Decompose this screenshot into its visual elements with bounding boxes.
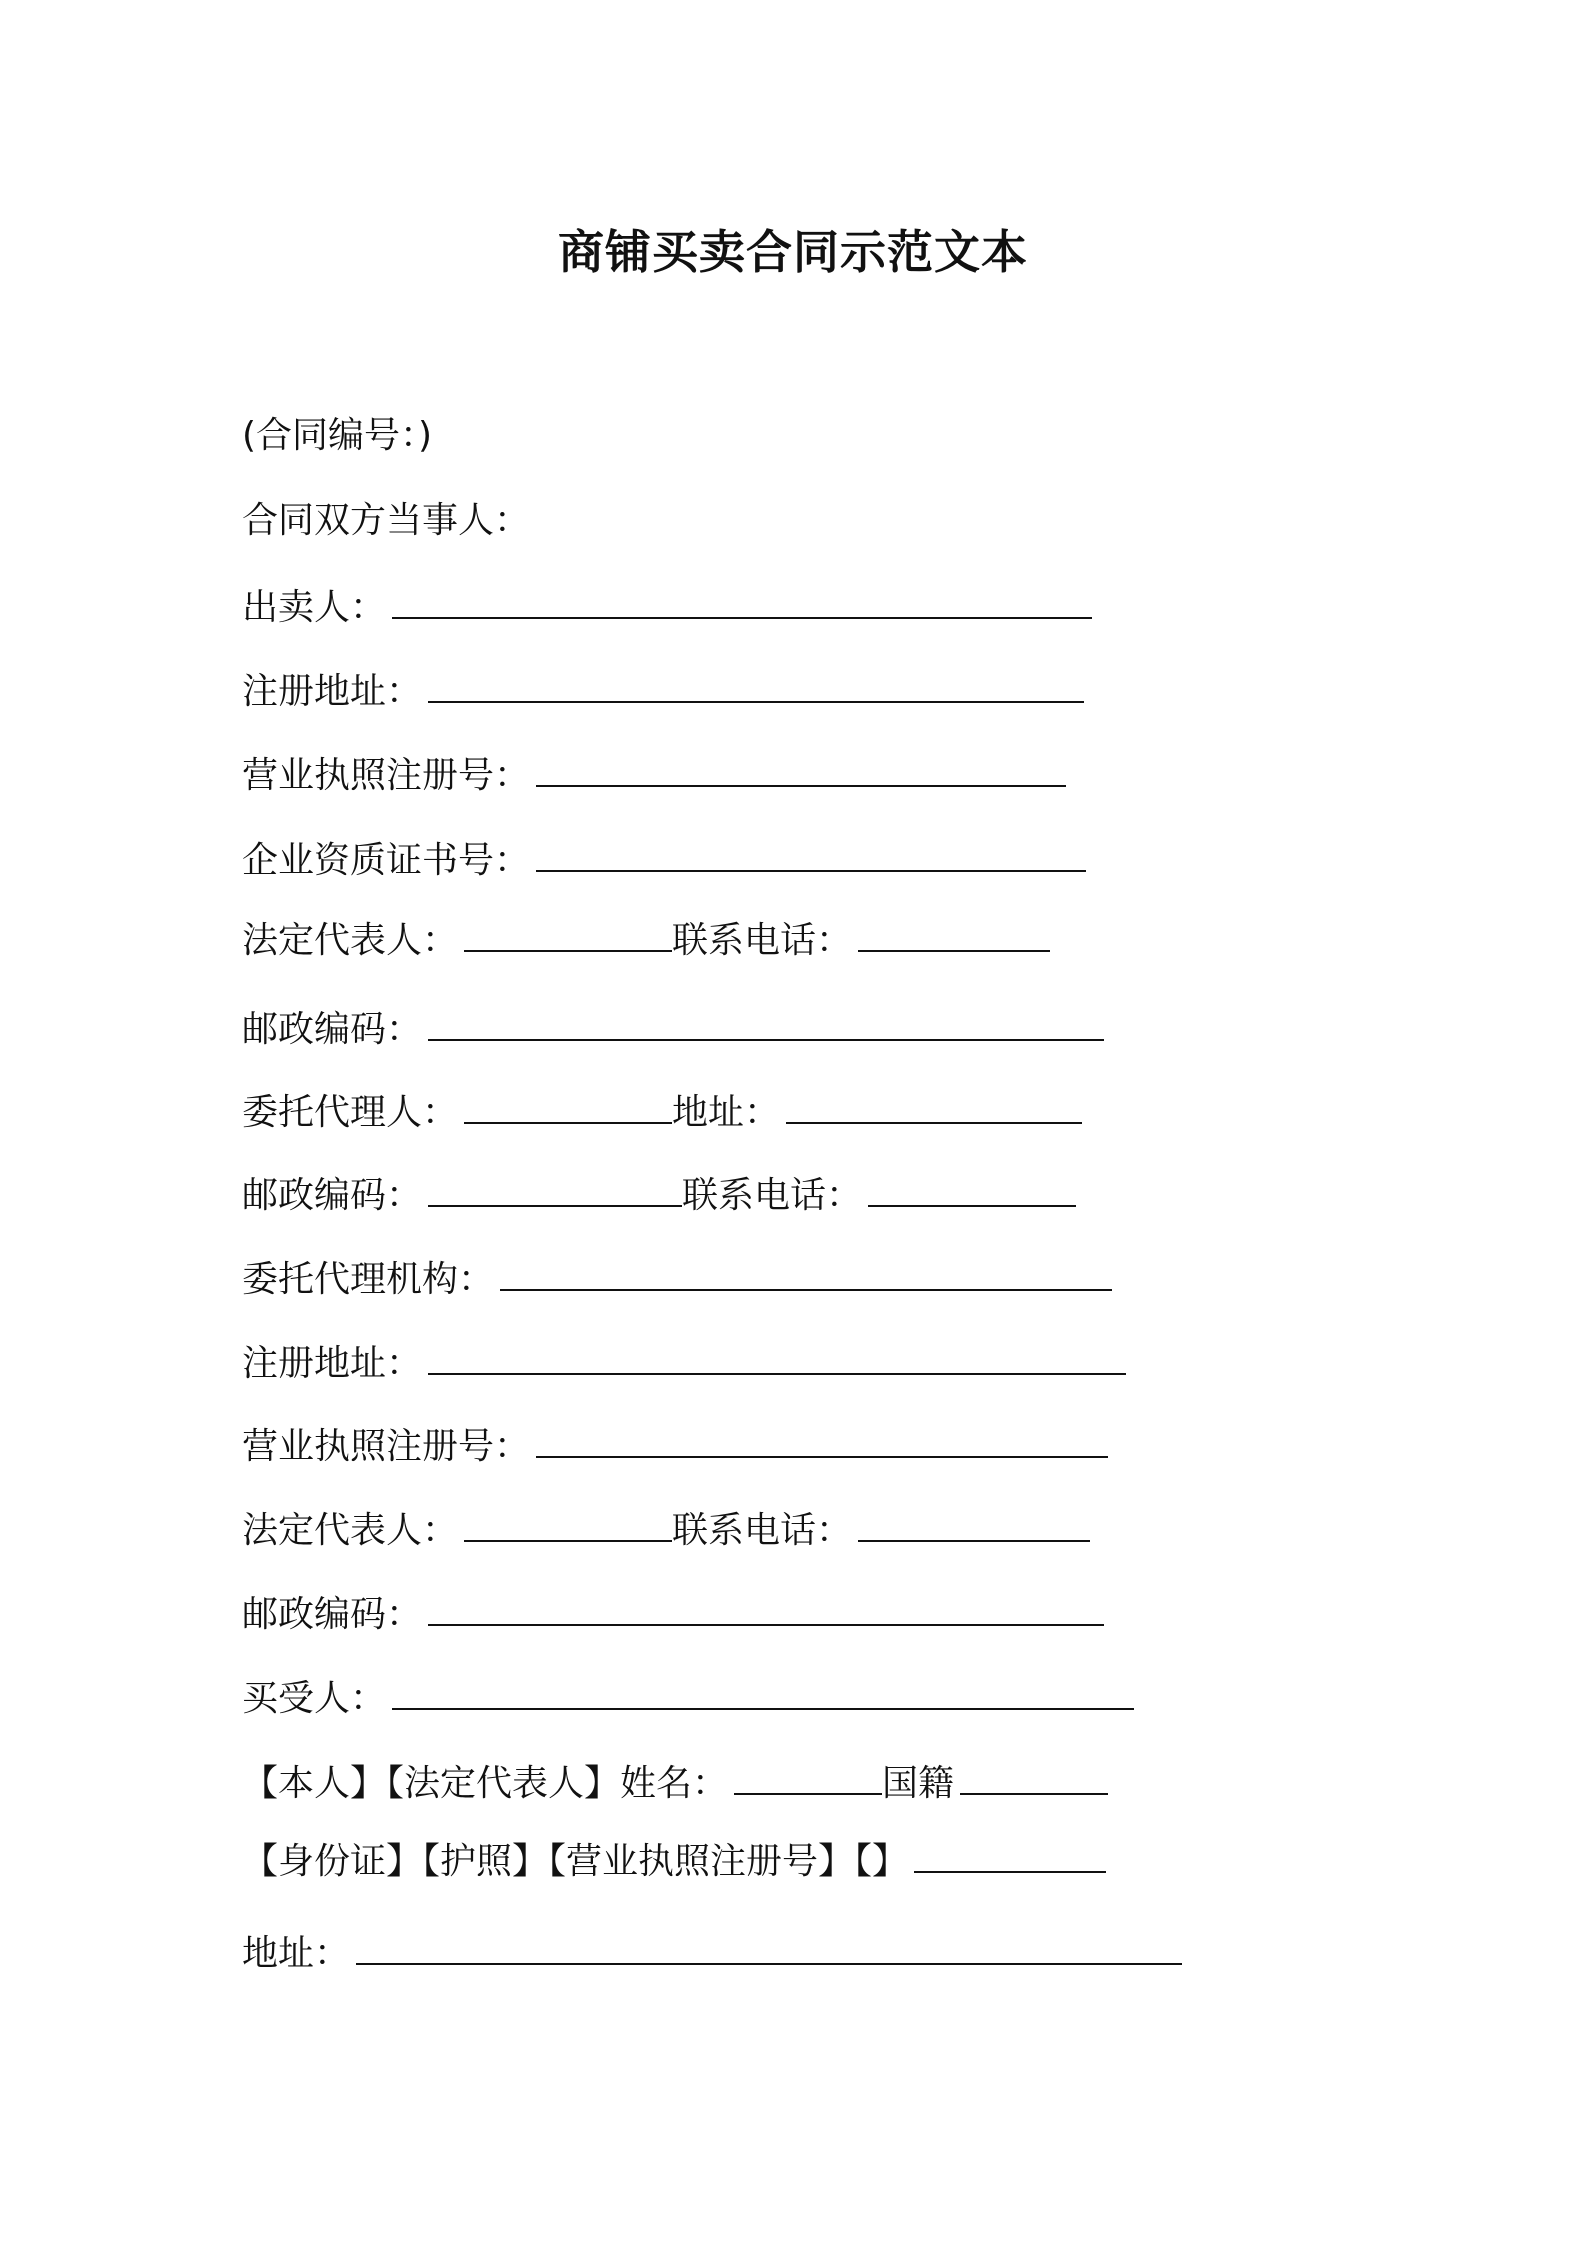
agency-phone-label: 联系电话： <box>672 1510 853 1551</box>
agent-blank[interactable] <box>464 1094 672 1124</box>
buyer-address-line <box>242 1930 1182 1978</box>
agency-postcode-line <box>242 1591 1104 1639</box>
seller-registered-address-blank[interactable] <box>428 673 1084 703</box>
agency-business-license-blank[interactable] <box>536 1428 1108 1458</box>
agency-postcode-label: 邮政编码： <box>242 1594 423 1635</box>
agency-label: 委托代理机构： <box>242 1259 495 1300</box>
buyer-name-label: 【本人】【法定代表人】姓名： <box>242 1763 729 1804</box>
seller-phone-blank[interactable] <box>858 922 1050 952</box>
agency-postcode-blank[interactable] <box>428 1596 1104 1626</box>
buyer-id-line <box>242 1838 1106 1886</box>
agency-business-license-line <box>242 1423 1108 1471</box>
agency-registered-address-line <box>242 1340 1126 1388</box>
buyer-nationality-blank[interactable] <box>960 1765 1108 1795</box>
agent-line <box>242 1089 1082 1137</box>
seller-postcode-line <box>242 1006 1104 1054</box>
agent-postcode-line <box>242 1172 1076 1220</box>
seller-postcode-label: 邮政编码： <box>242 1009 423 1050</box>
buyer-nationality-label: 国籍 <box>882 1763 955 1804</box>
agent-postcode-label: 邮政编码： <box>242 1175 423 1216</box>
seller-line <box>242 584 1092 632</box>
agency-line <box>242 1256 1112 1304</box>
seller-postcode-blank[interactable] <box>428 1011 1104 1041</box>
agent-label: 委托代理人： <box>242 1092 459 1133</box>
seller-registered-address-label: 注册地址： <box>242 671 423 712</box>
seller-business-license-line <box>242 752 1066 800</box>
buyer-id-blank[interactable] <box>914 1843 1106 1873</box>
agent-phone-blank[interactable] <box>868 1177 1076 1207</box>
buyer-blank[interactable] <box>392 1680 1134 1710</box>
agency-business-license-label: 营业执照注册号： <box>242 1426 531 1467</box>
agency-legal-rep-line <box>242 1507 1090 1555</box>
parties-heading <box>242 497 530 545</box>
contract-number-line <box>242 412 432 460</box>
agent-postcode-blank[interactable] <box>428 1177 682 1207</box>
document-title: 商铺买卖合同示范文本 <box>558 225 1028 279</box>
agency-blank[interactable] <box>500 1261 1112 1291</box>
seller-qualification-blank[interactable] <box>536 842 1086 872</box>
agency-phone-blank[interactable] <box>858 1512 1090 1542</box>
buyer-id-label: 【身份证】【护照】【营业执照注册号】【】 <box>242 1841 909 1882</box>
seller-legal-rep-line <box>242 917 1050 965</box>
seller-legal-rep-blank[interactable] <box>464 922 672 952</box>
agent-phone-label: 联系电话： <box>682 1175 863 1216</box>
parties-heading-label: 合同双方当事人： <box>242 500 531 541</box>
seller-registered-address-line <box>242 668 1084 716</box>
buyer-line <box>242 1675 1134 1723</box>
buyer-name-line <box>242 1760 1108 1808</box>
seller-qualification-line <box>242 837 1086 885</box>
buyer-label: 买受人： <box>242 1678 387 1719</box>
agency-legal-rep-blank[interactable] <box>464 1512 672 1542</box>
seller-business-license-label: 营业执照注册号： <box>242 755 531 796</box>
buyer-address-label: 地址： <box>242 1933 351 1974</box>
agent-address-label: 地址： <box>672 1092 781 1133</box>
seller-phone-label: 联系电话： <box>672 920 853 961</box>
agency-legal-rep-label: 法定代表人： <box>242 1510 459 1551</box>
agent-address-blank[interactable] <box>786 1094 1082 1124</box>
buyer-address-blank[interactable] <box>356 1935 1182 1965</box>
buyer-name-blank[interactable] <box>734 1765 882 1795</box>
seller-business-license-blank[interactable] <box>536 757 1066 787</box>
agency-registered-address-label: 注册地址： <box>242 1343 423 1384</box>
seller-qualification-label: 企业资质证书号： <box>242 840 531 881</box>
agency-registered-address-blank[interactable] <box>428 1345 1126 1375</box>
seller-blank[interactable] <box>392 589 1092 619</box>
seller-legal-rep-label: 法定代表人： <box>242 920 459 961</box>
contract-number-label: (合同编号：) <box>242 415 433 456</box>
seller-label: 出卖人： <box>242 587 387 628</box>
